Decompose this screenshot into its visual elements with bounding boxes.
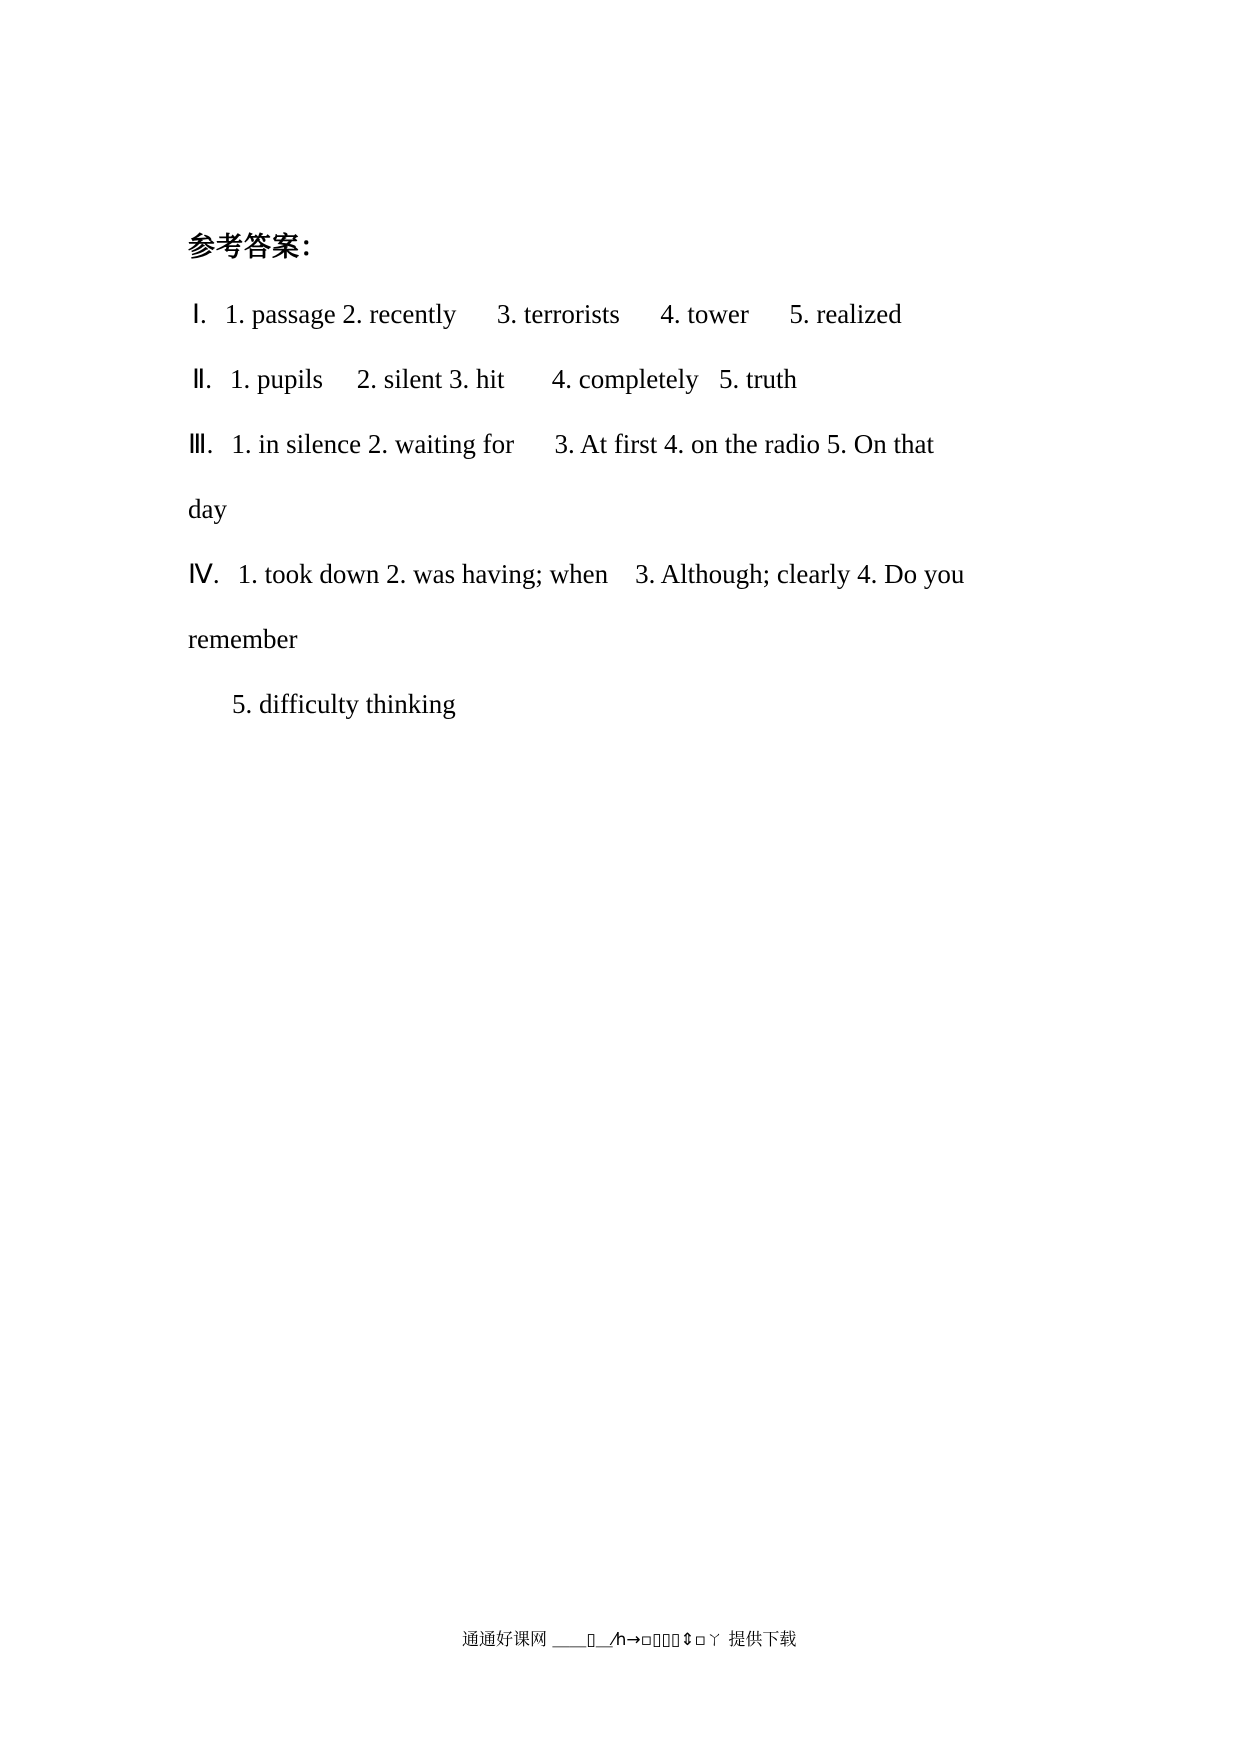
section-3-line [188,424,934,464]
section-2-numeral: Ⅱ. [192,364,213,394]
section-3-answers: 1. in silence 2. waiting for 3. At first 4. on the radio 5. On that [231,429,935,459]
section-2-line [192,359,797,399]
section-4-continuation-2: 5. difficulty thinking [232,689,456,719]
section-1-answers: 1. passage 2. recently 3. terrorists 4. tower 5. realized [224,299,902,329]
section-4-answers: 1. took down 2. was having; when 3. Although; clearly 4. Do you [237,559,965,589]
section-2-answers: 1. pupils 2. silent 3. hit 4. completely 5. truth [230,364,798,394]
section-1-numeral: Ⅰ. [192,299,207,329]
answer-key-heading: 参考答案： [188,232,328,263]
section-4-line [188,554,964,594]
section-4-numeral: Ⅳ. [188,559,220,589]
section-1-line [192,294,902,334]
page-footer: 通通好课网 ＿＿▯＿⁄h→▫▯▯▯⇕▫ㄚ 提供下载 [462,1630,797,1650]
section-4-continuation: remember [188,624,298,654]
section-3-continuation: day [188,494,227,524]
section-3-numeral: Ⅲ. [188,429,214,459]
